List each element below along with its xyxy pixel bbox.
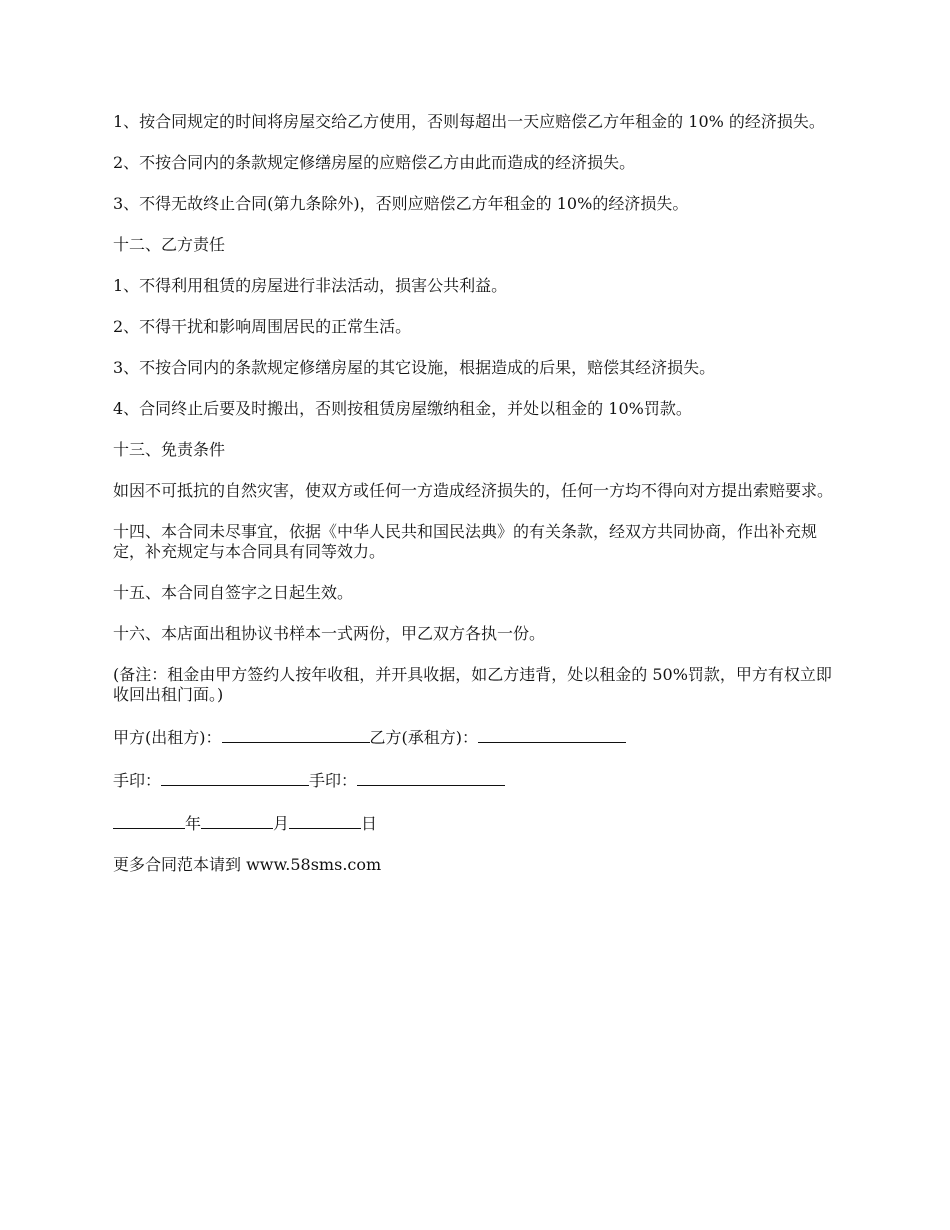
clause-party-a-2: 2、不按合同内的条款规定修缮房屋的应赔偿乙方由此而造成的经济损失。	[113, 153, 636, 172]
signature-seal-line	[113, 769, 843, 791]
party-b-signature-blank[interactable]	[478, 726, 626, 743]
signature-parties-line	[113, 726, 843, 748]
clause-party-a-3: 3、不得无故终止合同(第九条除外)，否则应赔偿乙方年租金的 10%的经济损失。	[113, 194, 689, 213]
section-heading-party-b: 十二、乙方责任	[113, 235, 226, 254]
clause-party-b-2: 2、不得干扰和影响周围居民的正常生活。	[113, 317, 412, 336]
month-blank[interactable]	[201, 812, 273, 829]
seal-label-party-b: 手印：	[309, 771, 358, 790]
clause-sixteen: 十六、本店面出租协议书样本一式两份，甲乙双方各执一份。	[113, 624, 546, 643]
day-label: 日	[361, 814, 378, 833]
footer-link-text: 更多合同范本请到 www.58sms.com	[113, 855, 382, 874]
party-a-label: 甲方(出租方)：	[113, 728, 222, 747]
year-label: 年	[185, 814, 202, 833]
remark-note: (备注：租金由甲方签约人按年收租，并开具收据，如乙方违背，处以租金的 50%罚款，甲方有权立即收回出租门面。)	[113, 665, 832, 704]
clause-party-a-1: 1、按合同规定的时间将房屋交给乙方使用，否则每超出一天应赔偿乙方年租金的 10% 的经济损失。	[113, 112, 825, 131]
seal-blank-party-a[interactable]	[161, 769, 309, 786]
party-b-label: 乙方(承租方)：	[369, 728, 478, 747]
clause-fourteen: 十四、本合同未尽事宜，依据《中华人民共和国民法典》的有关条款，经双方共同协商，作出补充规定，补充规定与本合同具有同等效力。	[113, 522, 818, 561]
party-a-signature-blank[interactable]	[222, 726, 370, 743]
day-blank[interactable]	[289, 812, 361, 829]
clause-exemption: 如因不可抵抗的自然灾害，使双方或任何一方造成经济损失的，任何一方均不得向对方提出索赔要求。	[113, 481, 834, 500]
clause-party-b-1: 1、不得利用租赁的房屋进行非法活动，损害公共利益。	[113, 276, 508, 295]
seal-label-party-a: 手印：	[113, 771, 162, 790]
document-body	[113, 112, 843, 896]
section-heading-exemption: 十三、免责条件	[113, 440, 226, 459]
signature-date-line	[113, 812, 843, 834]
clause-fifteen: 十五、本合同自签字之日起生效。	[113, 583, 354, 602]
month-label: 月	[273, 814, 290, 833]
seal-blank-party-b[interactable]	[357, 769, 505, 786]
clause-party-b-3: 3、不按合同内的条款规定修缮房屋的其它设施，根据造成的后果，赔偿其经济损失。	[113, 358, 716, 377]
clause-party-b-4: 4、合同终止后要及时搬出，否则按租赁房屋缴纳租金，并处以租金的 10%罚款。	[113, 399, 692, 418]
year-blank[interactable]	[113, 812, 185, 829]
